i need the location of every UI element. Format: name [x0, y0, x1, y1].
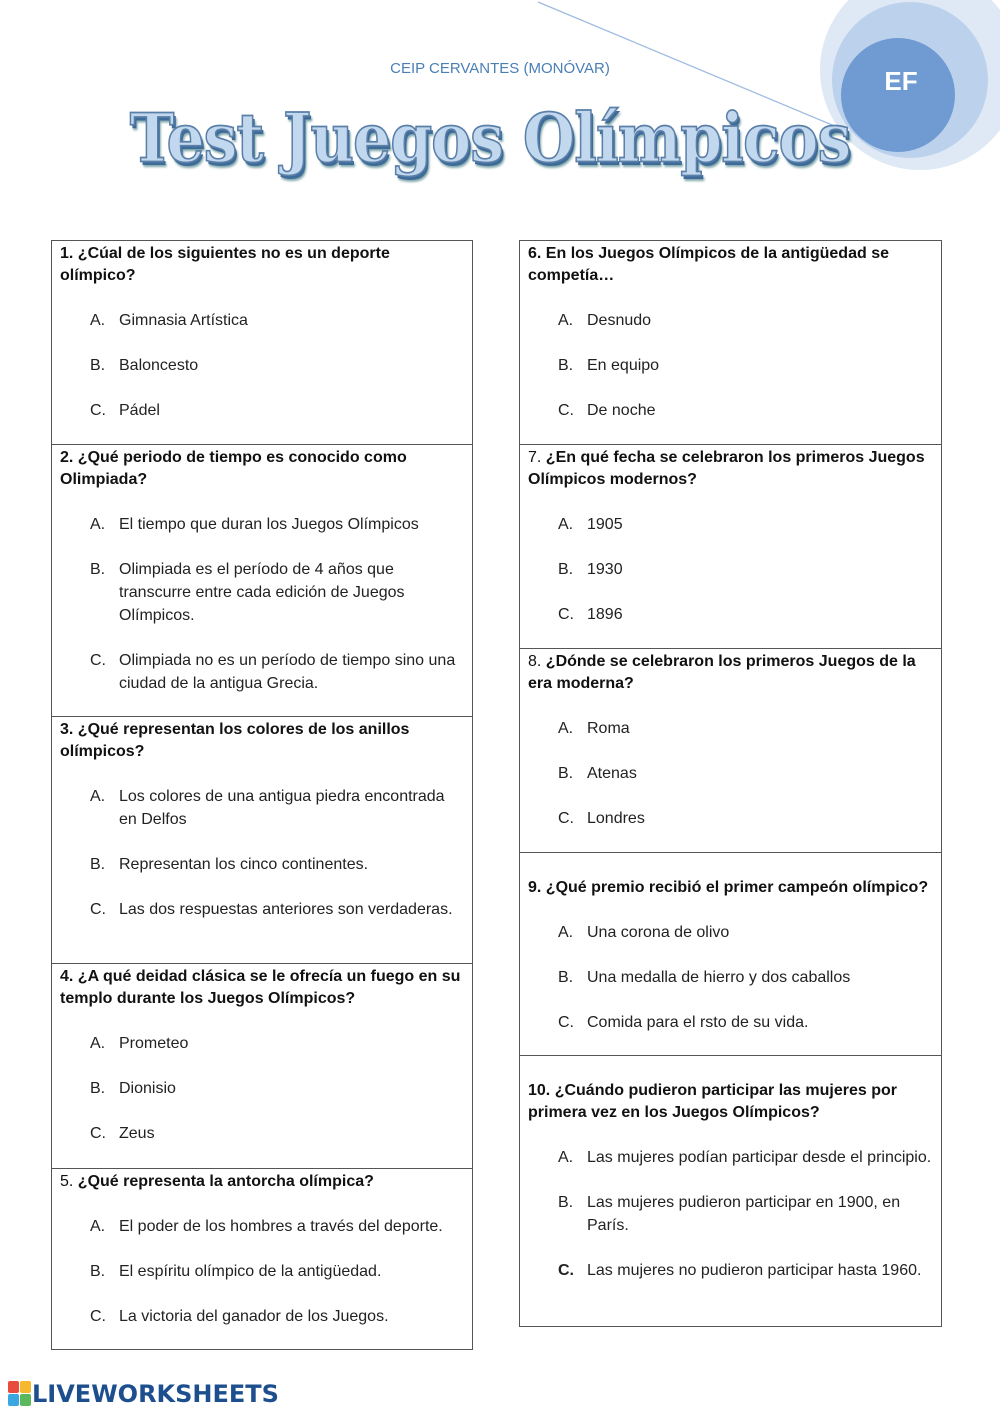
question-text: 6. En los Juegos Olímpicos de la antigüedad se competía… [528, 245, 889, 284]
answer-option[interactable]: C. La victoria del ganador de los Juegos. [90, 1308, 389, 1325]
answer-option[interactable]: A. El poder de los hombres a través del deporte. [90, 1218, 443, 1235]
ef-badge: EF [884, 66, 918, 96]
answer-option[interactable]: B. Las mujeres pudieron participar en 1900, en París. [558, 1194, 901, 1234]
answer-option[interactable]: C. Las mujeres no pudieron participar hasta 1960. [558, 1262, 922, 1279]
answer-option[interactable]: A. Desnudo [558, 312, 652, 329]
answer-option[interactable]: A. Los colores de una antigua piedra encontrada en Delfos [90, 788, 445, 828]
right-question-column [519, 240, 942, 1327]
answer-option[interactable]: C. Las dos respuestas anteriores son verdaderas. [90, 901, 453, 918]
question-text: 2. ¿Qué periodo de tiempo es conocido como Olimpiada? [60, 449, 407, 488]
answer-option[interactable]: A. Las mujeres podían participar desde el principio. [558, 1149, 932, 1166]
liveworksheets-logo [8, 1380, 279, 1408]
question-text: 7. ¿En qué fecha se celebraron los primeros Juegos Olímpicos modernos? [528, 449, 925, 488]
question-text: 1. ¿Cúal de los siguientes no es un deporte olímpico? [60, 245, 390, 284]
answer-option[interactable]: B. 1930 [558, 561, 623, 578]
answer-option[interactable]: B. Representan los cinco continentes. [90, 856, 369, 873]
answer-option[interactable]: B. Baloncesto [90, 357, 199, 374]
answer-option[interactable]: B. Atenas [558, 765, 637, 782]
question-2 [52, 444, 472, 716]
answer-option[interactable]: A. El tiempo que duran los Juegos Olímpicos [90, 516, 419, 533]
answer-option[interactable]: C. Olimpiada no es un período de tiempo sino una ciudad de la antigua Grecia. [90, 652, 456, 692]
question-7 [520, 444, 941, 648]
question-3 [52, 716, 472, 963]
question-4 [52, 963, 472, 1168]
question-text: 9. ¿Qué premio recibió el primer campeón olímpico? [528, 879, 929, 896]
answer-option[interactable]: B. Olimpiada es el período de 4 años que transcurre entre cada edición de Juegos Olímpicos. [90, 561, 405, 624]
answer-option[interactable]: B. En equipo [558, 357, 660, 374]
question-text: 3. ¿Qué representan los colores de los anillos olímpicos? [60, 721, 410, 760]
left-question-column [51, 240, 473, 1350]
answer-option[interactable]: A. Roma [558, 720, 630, 737]
answer-option[interactable]: A. 1905 [558, 516, 623, 533]
question-1 [52, 241, 472, 444]
answer-option[interactable]: C. Pádel [90, 402, 160, 419]
answer-option[interactable]: C. Comida para el rsto de su vida. [558, 1014, 809, 1031]
answer-option[interactable]: C. Zeus [90, 1125, 155, 1142]
question-8 [520, 648, 941, 852]
question-9 [520, 852, 941, 1055]
question-text: 5. ¿Qué representa la antorcha olímpica? [60, 1173, 374, 1190]
answer-option[interactable]: A. Una corona de olivo [558, 924, 730, 941]
answer-option[interactable]: B. Una medalla de hierro y dos caballos [558, 969, 851, 986]
school-name: CEIP CERVANTES (MONÓVAR) [390, 60, 610, 77]
answer-option[interactable]: A. Gimnasia Artística [90, 312, 248, 329]
question-10 [520, 1055, 941, 1326]
question-text: 10. ¿Cuándo pudieron participar las mujeres por primera vez en los Juegos Olímpicos? [528, 1082, 897, 1121]
question-text: 4. ¿A qué deidad clásica se le ofrecía un fuego en su templo durante los Juegos Olímpicos? [60, 968, 461, 1007]
answer-option[interactable]: C. 1896 [558, 606, 623, 623]
liveworksheets-brand: LIVEWORKSHEETS [32, 1380, 279, 1408]
liveworksheets-logo-icon [8, 1381, 32, 1407]
answer-option[interactable]: A. Prometeo [90, 1035, 189, 1052]
answer-option[interactable]: B. Dionisio [90, 1080, 176, 1097]
answer-option[interactable]: C. Londres [558, 810, 645, 827]
answer-option[interactable]: C. De noche [558, 402, 656, 419]
answer-option[interactable]: B. El espíritu olímpico de la antigüedad. [90, 1263, 382, 1280]
question-text: 8. ¿Dónde se celebraron los primeros Juegos de la era moderna? [528, 653, 916, 692]
question-6 [520, 241, 941, 444]
question-5 [52, 1168, 472, 1349]
worksheet-title: Test Juegos Olímpicos [129, 99, 851, 179]
